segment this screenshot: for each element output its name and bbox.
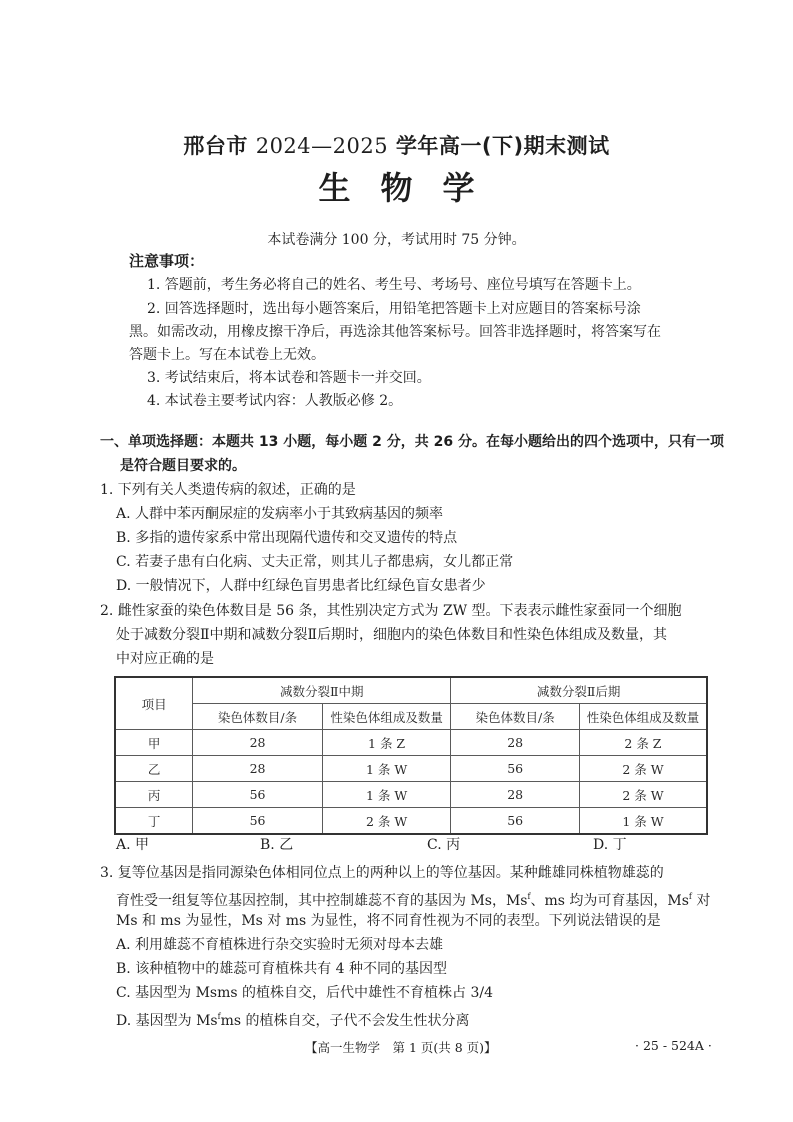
table-cell: 2 条 W [322, 808, 451, 835]
title-city: 邢台市 [183, 134, 248, 158]
q2-stem-line3: 中对应正确的是 [116, 651, 214, 667]
exam-info: 本试卷满分 100 分，考试用时 75 分钟。 [267, 232, 526, 248]
table-row [115, 730, 707, 756]
q1-option-c: C. 若妻子患有白化病、丈夫正常，则其儿子都患病，女儿都正常 [116, 554, 514, 570]
table-cell: 56 [451, 756, 580, 782]
table-cell: 28 [193, 730, 323, 756]
notice-item-2-cont2: 答题卡上。写在本试卷上无效。 [129, 347, 325, 363]
table-cell: 28 [451, 730, 580, 756]
row-label: 甲 [115, 730, 193, 756]
header-metaphase-ii: 减数分裂Ⅱ中期 [193, 677, 451, 704]
q2-option-d: D. 丁 [593, 837, 627, 853]
notice-heading: 注意事项： [129, 252, 205, 270]
q3-stem-part-c: 对 [691, 893, 711, 909]
page-footer-code: · 25 - 524A · [635, 1038, 712, 1053]
table-cell: 56 [193, 808, 323, 835]
q1-option-d: D. 一般情况下，人群中红绿色盲男患者比红绿色盲女患者少 [116, 578, 486, 594]
table-row [115, 782, 707, 808]
header-anaphase-ii: 减数分裂Ⅱ后期 [451, 677, 707, 704]
table-cell: 1 条 Z [322, 730, 451, 756]
row-label: 乙 [115, 756, 193, 782]
notice-item-3: 3. 考试结束后，将本试卷和答题卡一并交回。 [147, 370, 431, 386]
q1-stem: 1. 下列有关人类遗传病的叙述，正确的是 [100, 482, 356, 498]
title-rest: 学年高一(下)期末测试 [395, 134, 610, 158]
section-heading-cont: 是符合题目要求的。 [120, 458, 246, 474]
table-cell: 1 条 W [322, 782, 451, 808]
q2-table [114, 676, 708, 835]
table-cell: 1 条 W [579, 808, 707, 835]
table-cell: 28 [193, 756, 323, 782]
section-heading: 一、单项选择题：本题共 13 小题，每小题 2 分，共 26 分。在每小题给出的四个选项中，只有一项 [100, 434, 724, 450]
q3-option-d-part-a: D. 基因型为 Ms [116, 1013, 218, 1029]
q3-stem-line3: Ms 和 ms 为显性，Ms 对 ms 为显性，将不同育性视为不同的表型。下列说法错误的是 [116, 913, 661, 929]
subheader-chromosome-count: 染色体数目/条 [193, 704, 323, 730]
q2-option-b: B. 乙 [260, 837, 294, 853]
subheader-chromosome-count: 染色体数目/条 [451, 704, 580, 730]
q3-stem-part-a: 育性受一组复等位基因控制，其中控制雄蕊不育的基因为 Ms，Ms [116, 893, 528, 909]
q3-option-d [116, 1007, 470, 1031]
table-cell: 2 条 Z [579, 730, 707, 756]
q2-stem-line1: 2. 雌性家蚕的染色体数目是 56 条，其性别决定方式为 ZW 型。下表表示雌性家蚕同一个细胞 [100, 603, 682, 619]
superscript-f: f [527, 892, 531, 901]
notice-item-2-cont: 黑。如需改动，用橡皮擦干净后，再选涂其他答案标号。回答非选择题时，将答案写在 [129, 324, 661, 340]
page-footer-label: 【高一生物学 第 1 页(共 8 页)】 [305, 1040, 497, 1055]
table-cell: 56 [193, 782, 323, 808]
exam-title [0, 130, 793, 160]
subheader-sex-chromosome: 性染色体组成及数量 [322, 704, 451, 730]
q1-option-a: A. 人群中苯丙酮尿症的发病率小于其致病基因的频率 [116, 506, 444, 522]
subject-title: 生物学 [318, 169, 505, 207]
q3-stem-part-b: 、ms 均为可育基因，Ms [530, 893, 689, 909]
q3-option-a: A. 利用雄蕊不育植株进行杂交实验时无须对母本去雄 [116, 937, 444, 953]
notice-item-1: 1. 答题前，考生务必将自己的姓名、考生号、考场号、座位号填写在答题卡上。 [147, 277, 641, 293]
q2-stem-line2: 处于减数分裂Ⅱ中期和减数分裂Ⅱ后期时，细胞内的染色体数目和性染色体组成及数量，其 [116, 627, 668, 643]
table-subheader-row [115, 704, 707, 730]
header-item: 项目 [115, 677, 193, 730]
notice-item-2: 2. 回答选择题时，选出每小题答案后，用铅笔把答题卡上对应题目的答案标号涂 [147, 301, 641, 317]
subheader-sex-chromosome: 性染色体组成及数量 [579, 704, 707, 730]
table-cell: 28 [451, 782, 580, 808]
q2-option-a: A. 甲 [116, 837, 150, 853]
q3-option-d-part-b: ms 的植株自交，子代不会发生性状分离 [220, 1013, 470, 1029]
table-cell: 1 条 W [322, 756, 451, 782]
superscript-f: f [217, 1012, 221, 1021]
table-row [115, 808, 707, 835]
table-cell: 2 条 W [579, 782, 707, 808]
superscript-f: f [688, 892, 692, 901]
q3-stem-line1: 3. 复等位基因是指同源染色体相同位点上的两种以上的等位基因。某种雌雄同株植物雄蕊的 [100, 865, 664, 881]
q2-option-c: C. 丙 [427, 837, 461, 853]
table-row [115, 756, 707, 782]
q3-option-c: C. 基因型为 Msms 的植株自交，后代中雄性不育植株占 3/4 [116, 985, 493, 1001]
title-years: 2024—2025 [255, 134, 389, 158]
table-header-row [115, 677, 707, 704]
row-label: 丙 [115, 782, 193, 808]
q3-option-b: B. 该种植物中的雄蕊可育植株共有 4 种不同的基因型 [116, 961, 447, 977]
q1-option-b: B. 多指的遗传家系中常出现隔代遗传和交叉遗传的特点 [116, 530, 458, 546]
notice-item-4: 4. 本试卷主要考试内容：人教版必修 2。 [147, 393, 403, 409]
row-label: 丁 [115, 808, 193, 835]
table-cell: 56 [451, 808, 580, 835]
table-cell: 2 条 W [579, 756, 707, 782]
q3-stem-line2 [116, 887, 710, 911]
